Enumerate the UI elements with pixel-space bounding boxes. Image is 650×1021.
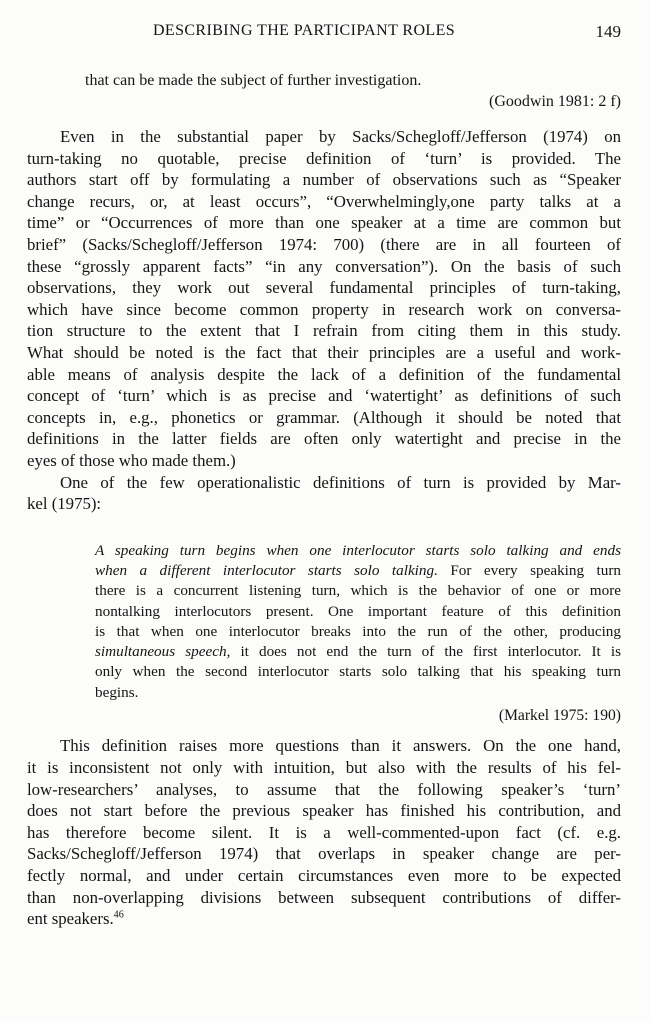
markel-blockquote (95, 541, 621, 703)
text-line: A speaking turn begins when one interlocutor starts solo talking and ends (95, 541, 621, 559)
text-line: these “grossly apparent facts” “in any conversation”). On the basis of such (27, 256, 621, 276)
text-line: begins. (95, 683, 139, 701)
text-line: concepts in, e.g., phonetics or grammar. (Although it should be noted that (27, 407, 621, 427)
paragraph-markel-intro (27, 472, 621, 515)
text-line: definitions in the latter fields are often only watertight and precise in the (27, 429, 621, 449)
text-line: able means of analysis despite the lack of a definition of the fundamental (27, 364, 621, 384)
text-line: only when the second interlocutor starts solo talking that his speaking turn (95, 663, 621, 681)
text-line: What should be noted is the fact that their principles are a useful and work- (27, 342, 621, 362)
text-line: nontalking interlocutors present. One important feature of this definition (95, 602, 621, 620)
text-line: does not start before the previous speaker has finished his contribution, and (27, 801, 621, 821)
text-line: tion structure to the extent that I refrain from citing them in this study. (27, 321, 621, 341)
text-line: it is inconsistent not only with intuition, but also with the results of his fel- (27, 757, 621, 777)
text-line: fectly normal, and under certain circumstances even more to be expected (27, 865, 621, 885)
text-line: One of the few operationalistic definitions of turn is provided by Mar- (60, 472, 621, 492)
page-body (27, 70, 621, 930)
markel-attribution: (Markel 1975: 190) (498, 707, 621, 725)
page-number: 149 (595, 22, 621, 41)
text-line: when a different interlocutor starts solo talking. For every speaking turn (95, 561, 621, 579)
text-line: has therefore become silent. It is a well-commented-upon fact (cf. e.g. (27, 822, 621, 842)
text-line: there is a concurrent listening turn, which is the behavior of one or more (95, 582, 621, 600)
text-line: brief” (Sacks/Schegloff/Jefferson 1974: 700) (there are in all fourteen of (27, 234, 621, 254)
text-line: Even in the substantial paper by Sacks/Schegloff/Jefferson (1974) on (60, 127, 621, 146)
goodwin-quote-fragment (85, 70, 621, 91)
text-line: concept of ‘turn’ which is as precise and ‘watertight’ as definitions of such (27, 386, 621, 406)
text-line: Sacks/Schegloff/Jefferson 1974) that overlaps in speaker change are per- (27, 844, 621, 864)
text-line: than non-overlapping divisions between subsequent contributions of differ- (27, 887, 621, 907)
text-line: authors start off by formulating a number of observations such as “Speaker (27, 170, 621, 190)
text-line: change recurs, or, at least occurs”, “Overwhelmingly,one party talks at a (27, 191, 621, 211)
goodwin-attribution: (Goodwin 1981: 2 f) (489, 93, 621, 110)
text-line: observations, they work out several fundamental principles of turn-taking, (27, 278, 621, 298)
text-line: ent speakers.$^{46}$ (27, 909, 124, 929)
running-head-title: DESCRIBING THE PARTICIPANT ROLES (152, 22, 456, 39)
text-line: simultaneous speech, it does not end the turn of the first interlocutor. It is (95, 643, 621, 661)
text-line: eyes of those who made them.) (27, 450, 236, 470)
paragraph-definition-critique (27, 735, 621, 929)
text-line: kel (1975): (27, 494, 102, 514)
text-line: turn-taking no quotable, precise definition of ‘turn’ is provided. The (27, 148, 621, 168)
text-line: that can be made the subject of further investigation. (85, 72, 422, 89)
text-line: time” or “Occurrences of more than one speaker at a time are common but (27, 213, 621, 233)
text-line: low-researchers’ analyses, to assume that the following speaker’s ‘turn’ (27, 779, 621, 799)
text-line: is that when one interlocutor breaks into the run of the other, producing (95, 622, 621, 640)
running-header (27, 22, 621, 44)
text-line: which have since become common property in research work on conversa- (27, 299, 621, 319)
text-line: This definition raises more questions than it answers. On the one hand, (60, 736, 621, 756)
paragraph-turn-taking (27, 126, 621, 472)
